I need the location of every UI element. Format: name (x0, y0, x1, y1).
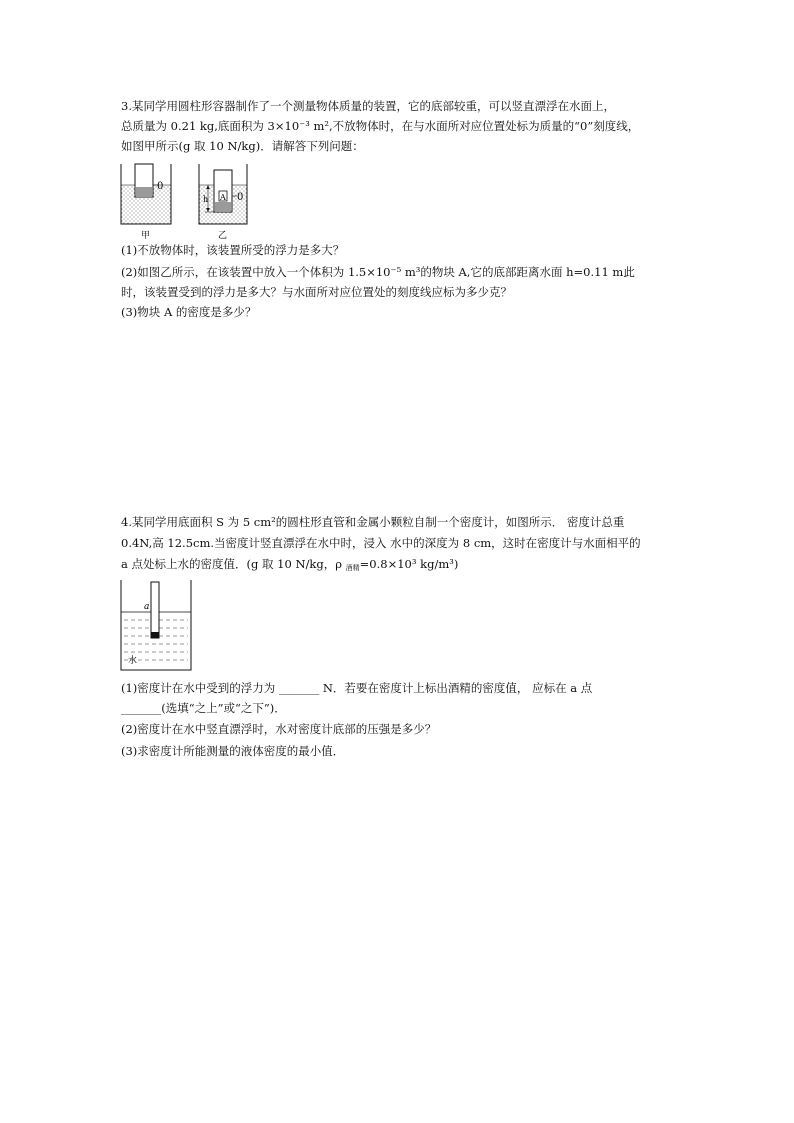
jia-caption: 甲 (141, 231, 151, 240)
q4-line-3-post: =0.8×10³ kg/m³) (359, 557, 459, 571)
q3-sub-3: (3)物块 A 的密度是多少？ (121, 305, 257, 319)
point-a-label: a (144, 602, 150, 612)
q4-line-2: 0.4N,高 12.5cm.当密度计竖直漂浮在水中时，浸入 水中的深度为 8 cm，这时在密度计与水面相平的 (121, 536, 641, 550)
block-a-label: A (220, 193, 226, 202)
jia-zero-label: 0 (157, 181, 164, 192)
q4-figure (118, 578, 194, 674)
alcohol-subscript: 酒精 (345, 564, 360, 572)
yi-zero-label: 0 (237, 192, 244, 203)
metal-pellets (152, 632, 159, 638)
yi-h-label: h (203, 195, 209, 204)
q4-line-3 (121, 556, 458, 572)
hydrometer-tube (151, 582, 159, 638)
q3-sub-2-line-2: 时，该装置受到的浮力是多大？与水面所对应位置处的刻度线应标为多少克？ (121, 285, 512, 299)
q3-sub-2-line-1: (2)如图乙所示，在该装置中放入一个体积为 1.5×10⁻⁵ m³的物块 A,它的底部距离水面 h=0.11 m此 (121, 265, 635, 279)
q4-line-3-pre: a 点处标上水的密度值．(g 取 10 N/kg，ρ (121, 557, 346, 571)
q3-line-2: 总质量为 0.21 kg,底面积为 3×10⁻³ m²,不放物体时，在与水面所对应位置处标为质量的“0”刻度线， (121, 119, 640, 133)
q4-line-1: 4.某同学用底面积 S 为 5 cm²的圆柱形直管和金属小颗粒自制一个密度计，如图所示． 密度计总重 (121, 515, 625, 529)
water-label: 水 (128, 656, 138, 666)
q3-figure (115, 158, 255, 240)
yi-caption: 乙 (218, 231, 228, 240)
container-jia (121, 164, 171, 224)
q4-sub-1-line-1: (1)密度计在水中受到的浮力为 _______ N．若要在密度计上标出酒精的密度值， 应标在 a 点 (121, 681, 593, 695)
q3-sub-1: (1)不放物体时，该装置所受的浮力是多大？ (121, 243, 345, 257)
q4-sub-2: (2)密度计在水中竖直漂浮时，水对密度计底部的压强是多少？ (121, 722, 437, 736)
q3-line-3: 如图甲所示(g 取 10 N/kg)．请解答下列问题： (121, 139, 364, 153)
q4-sub-3: (3)求密度计所能测量的液体密度的最小值． (121, 744, 345, 758)
q4-sub-1-line-2: _______(选填“之上”或“之下”)． (121, 701, 286, 715)
q3-line-1: 3.某同学用圆柱形容器制作了一个测量物体质量的装置，它的底部较重，可以竖直漂浮在水面上， (121, 99, 615, 113)
